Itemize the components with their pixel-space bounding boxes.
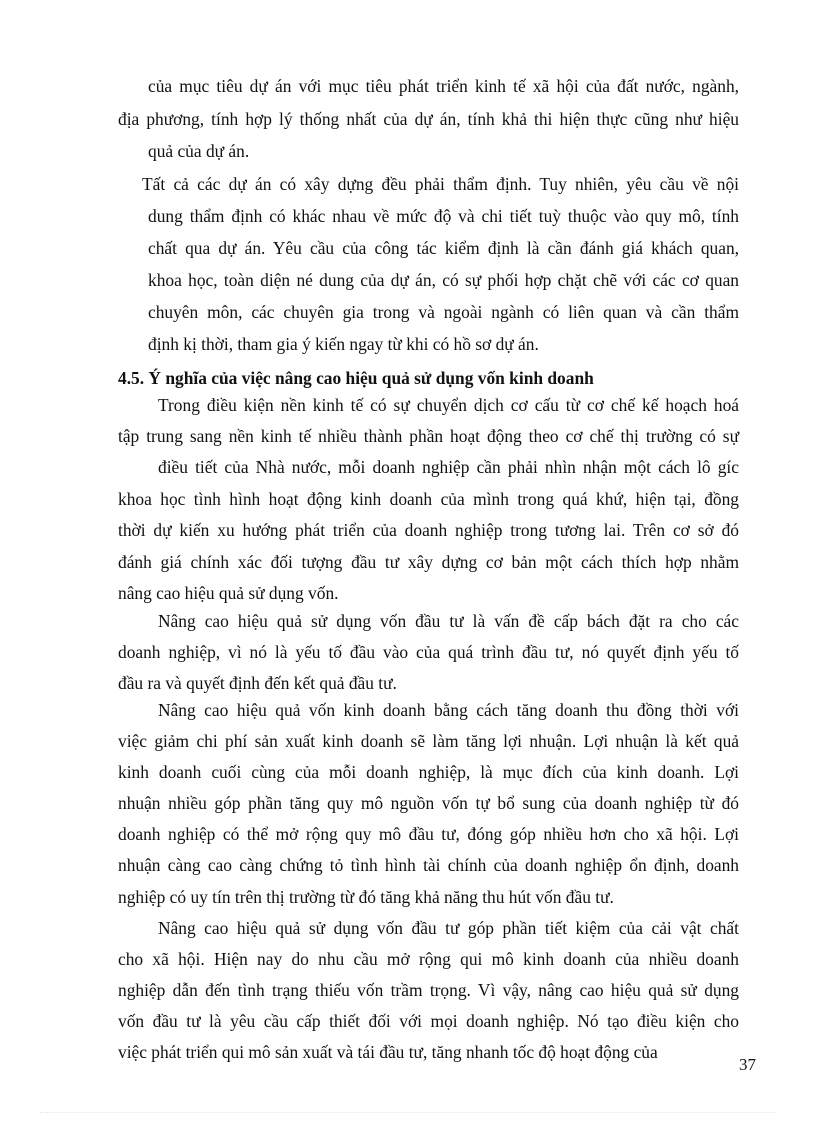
text-line: kinh doanh cuối cùng của mỗi doanh nghiệp, là mục đích của kinh doanh. Lợi [118, 762, 739, 782]
text-line: quả của dự án. [148, 141, 250, 161]
text-line: nghiệp dẫn đến tình trạng thiếu vốn trầm trọng. Vì vậy, nâng cao hiệu quả sử dụng [118, 980, 739, 1000]
section-heading: 4.5. Ý nghĩa của việc nâng cao hiệu quả sử dụng vốn kinh doanh [118, 368, 594, 388]
text-line: chất qua dự án. Yêu cầu của công tác kiểm định là cần đánh giá khách quan, [148, 238, 739, 258]
text-line: Tất cả các dự án có xây dựng đều phải thẩm định. Tuy nhiên, yêu cầu về nội [142, 174, 739, 194]
text-line: địa phương, tính hợp lý thống nhất của dự án, tính khả thi hiện thực cũng như hiệu [118, 109, 739, 129]
text-line: điều tiết của Nhà nước, mỗi doanh nghiệp cần phải nhìn nhận một cách lô gíc [158, 457, 739, 477]
text-line: khoa học, toàn diện né dung của dự án, có sự phối hợp chặt chẽ với các cơ quan [148, 270, 739, 290]
text-line: Nâng cao hiệu quả sử dụng vốn đầu tư góp phần tiết kiệm của cải vật chất [158, 918, 739, 938]
text-line: nhuận nhiều góp phần tăng quy mô nguồn vốn tự bổ sung của doanh nghiệp từ đó [118, 793, 739, 813]
text-line: chuyên môn, các chuyên gia trong và ngoài ngành có liên quan và cần thẩm [148, 302, 739, 322]
text-line: nhuận càng cao càng chứng tỏ tình hình tài chính của doanh nghiệp ổn định, doanh [118, 855, 739, 875]
text-line: việc giảm chi phí sản xuất kinh doanh sẽ làm tăng lợi nhuận. Lợi nhuận là kết quả [118, 731, 739, 751]
page-number: 37 [739, 1055, 756, 1074]
text-line: doanh nghiệp, vì nó là yếu tố đầu vào của quá trình đầu tư, nó quyết định yếu tố [118, 642, 739, 662]
text-line: của mục tiêu dự án với mục tiêu phát triển kinh tế xã hội của đất nước, ngành, [148, 76, 739, 96]
text-line: tập trung sang nền kinh tế nhiều thành phần hoạt động theo cơ chế thị trường có sự [118, 426, 739, 446]
text-line: Nâng cao hiệu quả vốn kinh doanh bằng cách tăng doanh thu đồng thời với [158, 700, 739, 720]
text-line: định kị thời, tham gia ý kiến ngay từ khi có hồ sơ dự án. [148, 334, 539, 354]
text-line: nghiệp có uy tín trên thị trường từ đó tăng khả năng thu hút vốn đầu tư. [118, 887, 614, 907]
text-line: việc phát triển qui mô sản xuất và tái đầu tư, tăng nhanh tốc độ hoạt động của [118, 1042, 658, 1062]
text-line: khoa học tình hình hoạt động kinh doanh của mình trong quá khứ, hiện tại, đồng [118, 489, 739, 509]
text-line: cho xã hội. Hiện nay do nhu cầu mở rộng qui mô kinh doanh của nhiều doanh [118, 949, 739, 969]
text-line: Nâng cao hiệu quả sử dụng vốn đầu tư là vấn đề cấp bách đặt ra cho các [158, 611, 739, 631]
text-line: đánh giá chính xác đối tượng đầu tư xây dựng cơ bản một cách thích hợp nhằm [118, 552, 739, 572]
text-line: dung thẩm định có khác nhau về mức độ và chi tiết tuỳ thuộc vào quy mô, tính [148, 206, 739, 226]
text-line: nâng cao hiệu quả sử dụng vốn. [118, 583, 339, 603]
text-line: doanh nghiệp có thể mở rộng quy mô đầu tư, đóng góp nhiều hơn cho xã hội. Lợi [118, 824, 739, 844]
text-line: vốn đầu tư là yêu cầu cấp thiết đối với mọi doanh nghiệp. Nó tạo điều kiện cho [118, 1011, 739, 1031]
text-line: Trong điều kiện nền kinh tế có sự chuyển dịch cơ cấu từ cơ chế kế hoạch hoá [158, 395, 739, 415]
text-line: đầu ra và quyết định đến kết quả đầu tư. [118, 673, 397, 693]
text-line: thời dự kiến xu hướng phát triển của doanh nghiệp trong tương lai. Trên cơ sở đó [118, 520, 739, 540]
footer-divider [40, 1112, 776, 1113]
